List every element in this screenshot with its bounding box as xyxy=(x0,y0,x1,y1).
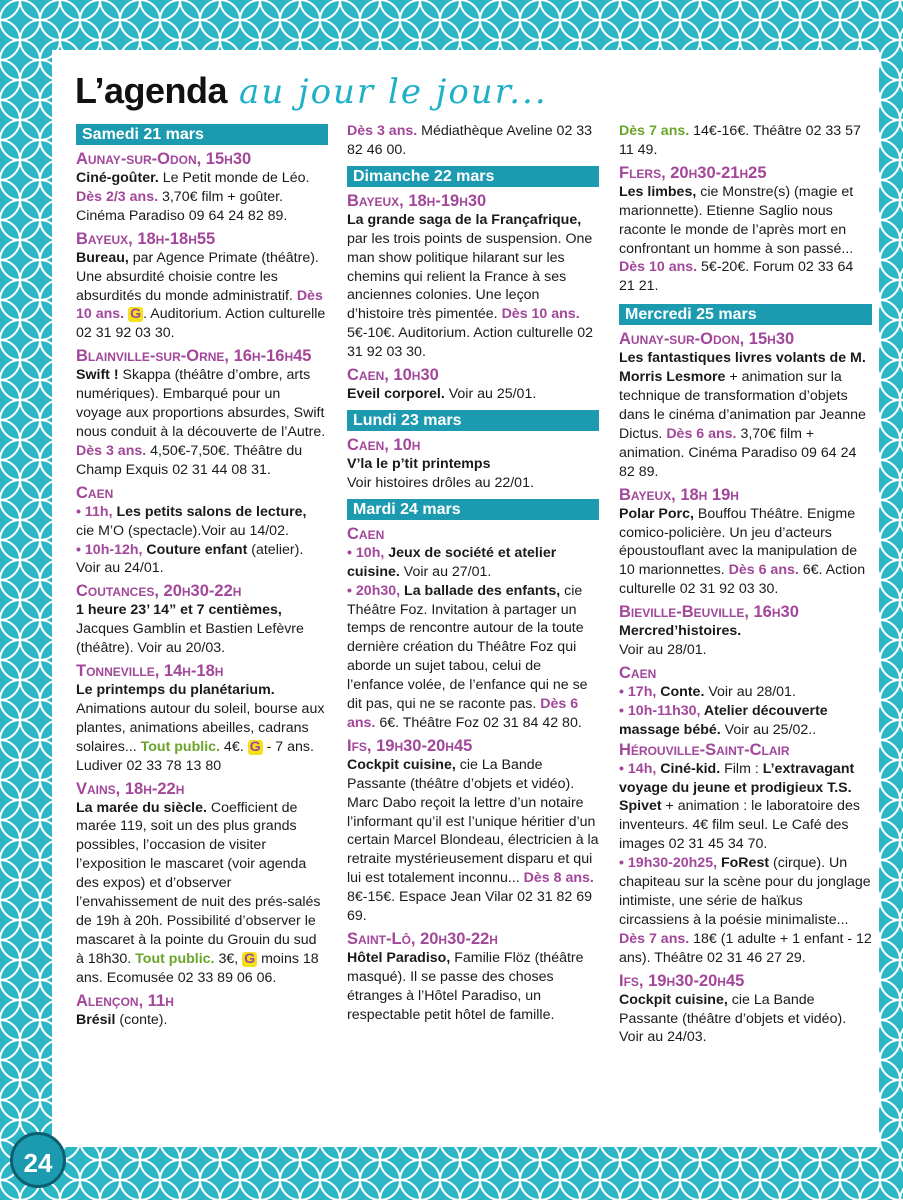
event-place-time: Alençon, 11h xyxy=(76,991,174,1010)
event-age: Tout public. xyxy=(140,738,220,755)
event-title: Cockpit cuisine, xyxy=(347,756,456,773)
event-text: Voir au 28/01. xyxy=(619,642,707,659)
event-text: Familie Flöz (théâtre masqué). Il se passe des choses étranges à l’Hôtel Paradiso, un respectable petit hôtel de famille. xyxy=(347,950,584,1023)
event-age: Dès 10 ans. xyxy=(619,259,698,276)
event-description xyxy=(76,681,328,776)
event-title: Atelier découverte massage bébé. xyxy=(619,702,828,738)
free-badge-icon: G xyxy=(244,950,256,967)
event-age: Dès 7 ans. xyxy=(619,930,690,947)
event-title: FoRest xyxy=(717,855,770,872)
event-time: • 11h, xyxy=(76,503,113,520)
event-text: par les trois points de suspension. One man show politique hilarant sur les chemins qui relient la France à ses anciennes colonies. Une leçon d’histoire très pimentée. xyxy=(347,230,593,323)
event-title: Les fantastiques livres volants de M. Morris Lesmore xyxy=(619,350,866,386)
event-age: Dès 2/3 ans. xyxy=(76,188,159,205)
event-text: - 7 ans. Ludiver 02 33 78 13 80 xyxy=(76,738,314,774)
event-title: Jeux de société et atelier cuisine. xyxy=(347,544,557,580)
event-text: 3,70€ film + animation. Cinéma Paradiso 09 64 24 82 89. xyxy=(619,425,857,480)
agenda-column-2 xyxy=(347,122,599,1025)
event-title: L’extravagant voyage du jeune et prodigieux T.S. Spivet xyxy=(619,760,855,815)
event-text: 5€-10€. Auditorium. Action culturelle 02 31 92 03 30. xyxy=(347,325,594,361)
event-age: Dès 3 ans. xyxy=(347,123,418,139)
event-place-time: Caen xyxy=(347,524,385,543)
event-place-time: Caen, 10h30 xyxy=(347,366,439,385)
agenda-column-3 xyxy=(619,122,872,1047)
event-place-time: Coutances, 20h30-22h xyxy=(76,582,242,601)
event-place-time: Ifs, 19h30-20h45 xyxy=(619,971,745,990)
event-text: cie La Bande Passante (théâtre d’objets et vidéo). Voir au 24/03. xyxy=(619,991,847,1046)
event-text: Jacques Gamblin et Bastien Lefèvre (théâtre). Voir au 20/03. xyxy=(76,621,304,657)
event-description xyxy=(347,122,599,160)
event-title: Hôtel Paradiso, xyxy=(347,950,451,966)
event-text: Voir au 25/01. xyxy=(444,386,537,403)
page-header xyxy=(75,70,548,112)
event-description xyxy=(76,1011,328,1030)
event-title: Bureau, xyxy=(76,249,129,266)
event-age: Dès 6 ans. xyxy=(347,696,579,731)
event-description xyxy=(347,756,599,926)
event-place-time: Bayeux, 18h 19h xyxy=(619,485,739,504)
event-text: par Agence Primate (théâtre). Une absurdité choisie contre les absurdités du monde administratif. xyxy=(76,249,319,304)
event-description xyxy=(619,183,872,296)
event-time: • 20h30, xyxy=(347,582,401,599)
event-place-time: Flers, 20h30-21h25 xyxy=(619,163,767,182)
event-text: (conte). xyxy=(115,1011,168,1028)
free-badge-icon: G xyxy=(130,306,142,323)
event-description xyxy=(619,505,872,600)
event-title: Polar Porc, xyxy=(619,505,694,522)
event-description xyxy=(76,601,328,658)
event-description xyxy=(619,349,872,481)
event-description xyxy=(347,455,599,493)
event-place-time: Aunay-sur-Odon, 15h30 xyxy=(619,330,795,349)
event-title: La marée du siècle. xyxy=(76,799,207,816)
page-subtitle: au jour le jour... xyxy=(239,72,548,112)
event-age: Dès 8 ans. xyxy=(523,870,594,887)
event-description xyxy=(76,249,328,344)
event-title: Les petits salons de lecture, xyxy=(112,503,307,520)
event-description xyxy=(619,122,872,160)
event-text: 18€ (1 adulte + 1 enfant - 12 ans). Théâtre 02 31 46 27 29. xyxy=(619,930,872,966)
event-description xyxy=(619,760,872,968)
event-text: Voir au 27/01. xyxy=(399,563,492,580)
event-text: Voir au 28/01. xyxy=(704,683,796,700)
day-header: Samedi 21 mars xyxy=(76,124,328,145)
event-title: La grande saga de la Françafrique, xyxy=(347,211,582,228)
event-text: 14€-16€. Théâtre 02 33 57 11 49. xyxy=(619,123,861,158)
event-description xyxy=(347,211,599,362)
day-header: Mercredi 25 mars xyxy=(619,304,872,325)
agenda-column-1 xyxy=(76,122,328,1030)
event-text: Skappa (théâtre d’ombre, arts numériques). Embarqué pour un voyage aux proportions absurdes, Swift nous conduit à la découverte de l’Autre. xyxy=(76,367,326,440)
event-title: Mercred’histoires. xyxy=(619,623,742,640)
event-place-time: Bayeux, 18h-19h30 xyxy=(347,191,487,210)
event-place-time: Hérouville-Saint-Clair xyxy=(619,740,790,759)
day-header: Dimanche 22 mars xyxy=(347,166,599,187)
event-text: Animations autour du soleil, bourse aux plantes, animations abeilles, cadrans solaires... xyxy=(76,700,325,755)
event-age: Dès 3 ans. xyxy=(76,442,147,459)
event-title: La ballade des enfants, xyxy=(400,582,561,599)
event-time: • 17h, xyxy=(619,683,657,700)
event-text: cie M’O (spectacle).Voir au 14/02. xyxy=(76,522,289,539)
day-header: Lundi 23 mars xyxy=(347,410,599,431)
event-title: Couture enfant xyxy=(142,541,248,558)
event-place-time: Bayeux, 18h-18h55 xyxy=(76,229,216,248)
event-text: (cirque). Un chapiteau sur la scène pour du jonglage intimiste, une série de haïkus circassiens à la poésie minimaliste... xyxy=(619,855,871,928)
event-place-time: Caen, 10h xyxy=(347,435,421,454)
event-text: Coefficient de marée 119, soit un des plus grands possibles, l’occasion de visiter l’exposition le mascaret (voir agenda des expos) et d’observer l’envahissement de nuit des prés-salés de 19h à 20h. Possibilité d’observer le mascaret à la pointe du Grouin du sud à 18h30. xyxy=(76,799,321,967)
event-age: Tout public. xyxy=(135,950,215,967)
event-text: cie La Bande Passante (théâtre d’objets et vidéo). Marc Dabo reçoit la lettre d’un notaire l’informant qu’il est l’unique héritier d’un certain Marcel Blondeau, électricien à la retraite mystérieusement disparu et qui lui est totalement inconnu... xyxy=(347,756,599,887)
event-description xyxy=(619,622,872,660)
event-description xyxy=(76,366,328,479)
event-text: Voir histoires drôles au 22/01. xyxy=(347,474,534,491)
event-age: Dès 10 ans. xyxy=(501,306,580,323)
free-badge-icon: G xyxy=(249,738,261,755)
event-time: • 10h-11h30, xyxy=(619,702,701,719)
event-title: Ciné-kid. xyxy=(656,760,721,777)
event-description xyxy=(76,169,328,226)
event-time: • 14h, xyxy=(619,760,657,777)
event-title: 1 heure 23’ 14” et 7 centièmes, xyxy=(76,602,282,619)
event-description xyxy=(619,991,872,1048)
event-text: Le Petit monde de Léo. xyxy=(158,170,310,186)
event-description xyxy=(347,544,599,733)
event-title: Le printemps du planétarium. xyxy=(76,682,275,699)
event-title: Swift ! xyxy=(76,367,119,384)
event-text: 5€-20€. Forum 02 33 64 21 21. xyxy=(619,259,854,295)
event-age: Dès 10 ans. xyxy=(76,287,323,323)
event-text: 8€-15€. Espace Jean Vilar 02 31 82 69 69. xyxy=(347,889,593,925)
page-number-badge: 24 xyxy=(10,1132,66,1188)
event-text: (atelier). Voir au 24/01. xyxy=(76,541,304,577)
event-age: Dès 6 ans. xyxy=(728,562,799,579)
event-place-time: Blainville-sur-Orne, 16h-16h45 xyxy=(76,347,312,366)
event-place-time: Caen xyxy=(619,663,657,682)
event-place-time: Caen xyxy=(76,483,114,502)
event-description xyxy=(347,949,599,1025)
event-text: + animation sur la technique de transformation d’objets dans le cinéma d’animation par Jeanne Dictus. xyxy=(619,369,866,442)
event-title: Ciné-goûter. xyxy=(76,170,159,186)
event-description xyxy=(619,683,872,740)
event-time: • 10h, xyxy=(347,544,385,561)
event-place-time: Aunay-sur-Odon, 15h30 xyxy=(76,150,252,168)
event-text: Médiathèque Aveline 02 33 82 46 00. xyxy=(347,123,593,158)
event-text: Film : xyxy=(720,760,763,777)
event-place-time: Bieville-Beuville, 16h30 xyxy=(619,603,799,622)
event-text: 3€, xyxy=(214,950,243,967)
event-place-time: Saint-Lô, 20h30-22h xyxy=(347,930,498,948)
event-text: Voir au 25/02.. xyxy=(720,721,817,738)
event-text: 4,50€-7,50€. Théâtre du Champ Exquis 02 31 44 08 31. xyxy=(76,442,303,478)
event-description xyxy=(76,503,328,579)
event-age: Dès 7 ans. xyxy=(619,123,690,139)
event-age: Dès 6 ans. xyxy=(666,425,737,442)
page-title: L’agenda xyxy=(75,70,228,111)
event-description xyxy=(347,385,599,404)
event-title: Les limbes, xyxy=(619,183,697,200)
event-text: cie Théâtre Foz. Invitation à partager un temps de rencontre autour de la toute dernière création du Théâtre Foz qui aborde un sujet tabou, celui de l’enfance volée, de l’enfance qui ne se dit pas, qui ne se raconte pas. xyxy=(347,582,588,713)
event-text: 6€. Théâtre Foz 02 31 84 42 80. xyxy=(375,714,582,731)
event-text: Bouffou Théâtre. Enigme comico-policière. Un jeu d’acteurs époustouflant avec la manipulation de 10 marionnettes. xyxy=(619,505,858,579)
event-text: . Auditorium. Action culturelle 02 31 92 03 30. xyxy=(76,306,326,342)
event-place-time: Tonneville, 14h-18h xyxy=(76,662,224,681)
event-title: Conte. xyxy=(656,683,705,700)
event-place-time: Ifs, 19h30-20h45 xyxy=(347,736,473,755)
event-text: + animation : le laboratoire des inventeurs. 4€ film seul. Le Café des images 02 31 45 34 70. xyxy=(619,798,860,853)
event-place-time: Vains, 18h-22h xyxy=(76,779,185,798)
event-text: 4€. xyxy=(219,738,248,755)
event-title: Brésil xyxy=(76,1011,116,1028)
event-time: • 19h30-20h25, xyxy=(619,855,718,872)
event-text: 6€. Action culturelle 02 31 92 03 30. xyxy=(619,562,866,598)
event-title: V’la le p’tit printemps xyxy=(347,455,491,472)
event-time: • 10h-12h, xyxy=(76,541,143,558)
day-header: Mardi 24 mars xyxy=(347,499,599,520)
event-title: Eveil corporel. xyxy=(347,386,445,403)
event-description xyxy=(76,799,328,988)
event-text: cie Monstre(s) (magie et marionnette). Etienne Saglio nous raconte le monde de l’après mort en confrontant un homme à son passé... xyxy=(619,183,854,257)
event-text: moins 18 ans. Ecomusée 02 33 89 06 06. xyxy=(76,950,319,986)
event-text: 3,70€ film + goûter. Cinéma Paradiso 09 64 24 82 89. xyxy=(76,188,288,224)
event-title: Cockpit cuisine, xyxy=(619,991,728,1008)
